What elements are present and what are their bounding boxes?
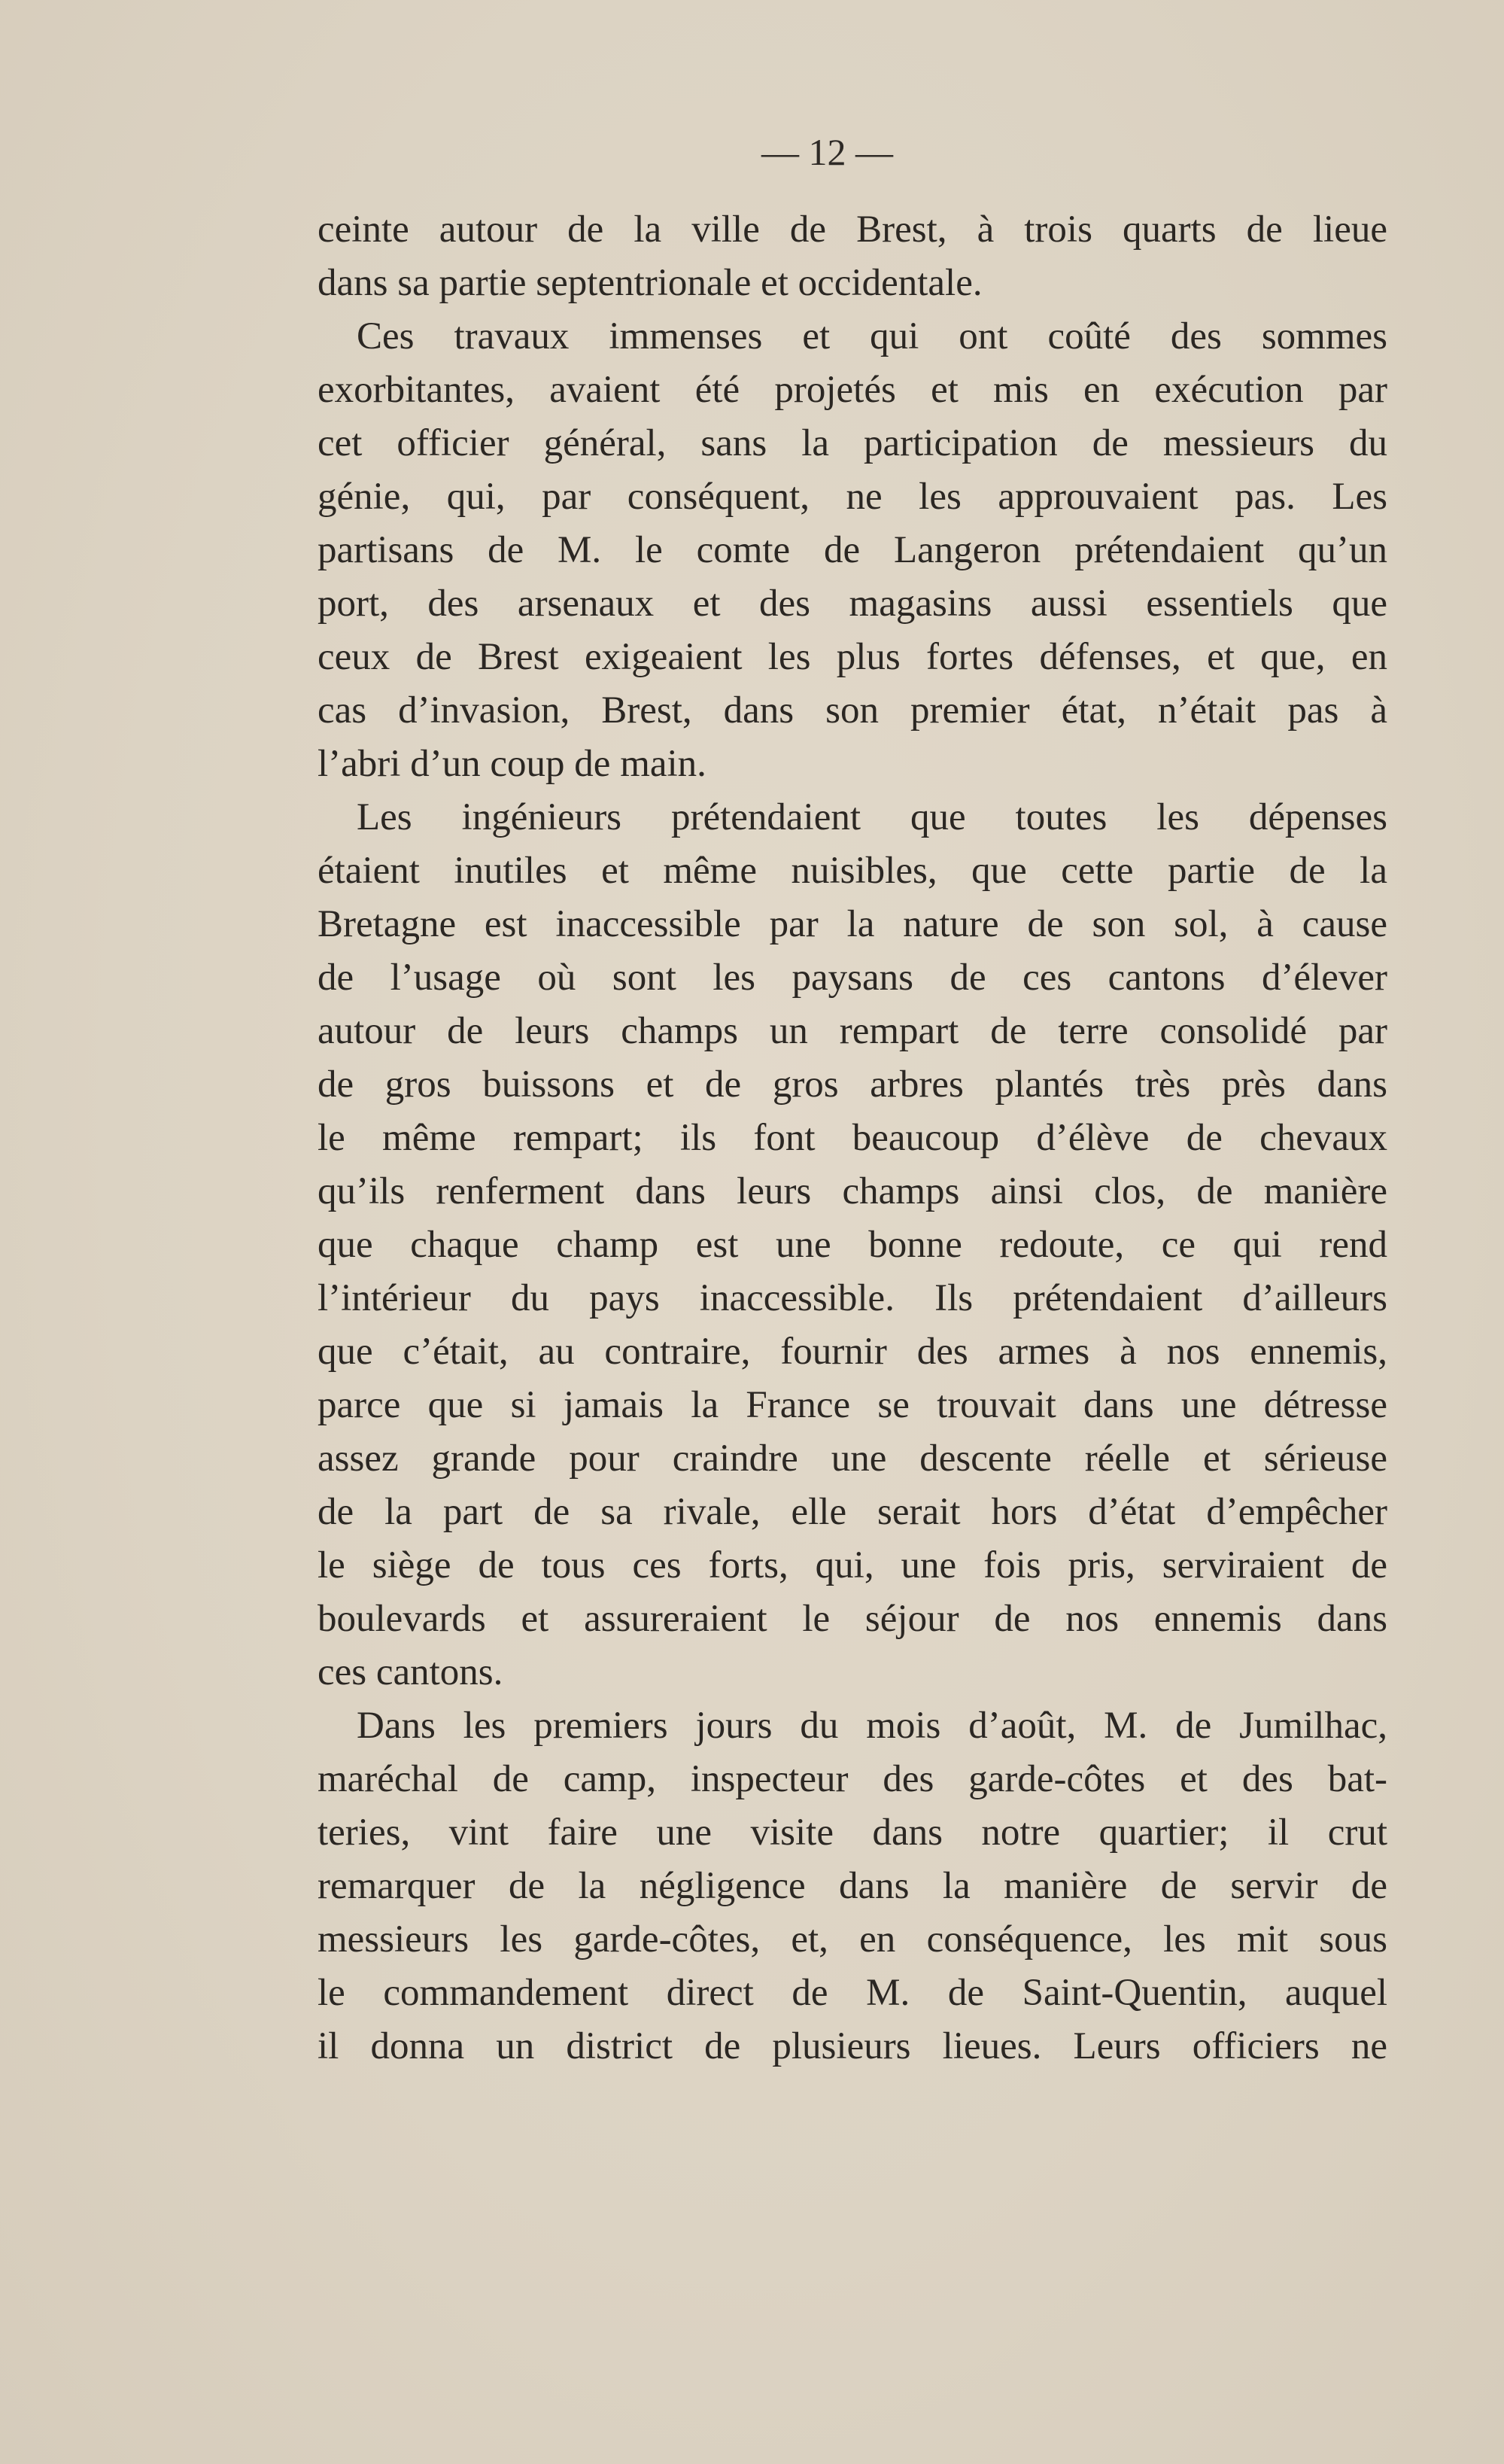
text-line: de la part de sa rivale, elle serait hors d’état d’empêcher (318, 1491, 1387, 1533)
body-text (318, 203, 1387, 2073)
text-line: assez grande pour craindre une descente réelle et sérieuse (318, 1437, 1387, 1480)
text-line: Les ingénieurs prétendaient que toutes les dépenses (357, 796, 1387, 838)
page-number: — 12 — (761, 131, 893, 173)
text-line: l’abri d’un coup de main. (318, 743, 706, 785)
text-line: le même rempart; ils font beaucoup d’élève de chevaux (318, 1117, 1387, 1159)
text-line: exorbitantes, avaient été projetés et mis en exécution par (318, 369, 1387, 411)
text-line: il donna un district de plusieurs lieues. Leurs officiers ne (318, 2025, 1387, 2067)
text-line: dans sa partie septentrionale et occidentale. (318, 262, 983, 304)
text-line: parce que si jamais la France se trouvait dans une détresse (318, 1384, 1387, 1426)
text-line: boulevards et assureraient le séjour de nos ennemis dans (318, 1598, 1387, 1640)
text-line: Bretagne est inaccessible par la nature de son sol, à cause (318, 903, 1387, 945)
text-line: partisans de M. le comte de Langeron prétendaient qu’un (318, 529, 1387, 571)
text-line: autour de leurs champs un rempart de terre consolidé par (318, 1010, 1387, 1052)
text-line: le commandement direct de M. de Saint-Quentin, auquel (318, 1972, 1387, 2014)
text-line: étaient inutiles et même nuisibles, que cette partie de la (318, 850, 1387, 892)
text-line: ceux de Brest exigeaient les plus fortes défenses, et que, en (318, 636, 1387, 678)
text-line: teries, vint faire une visite dans notre quartier; il crut (318, 1811, 1387, 1854)
text-line: génie, qui, par conséquent, ne les approuvaient pas. Les (318, 476, 1387, 518)
text-line: le siège de tous ces forts, qui, une fois pris, serviraient de (318, 1544, 1387, 1586)
text-line: que chaque champ est une bonne redoute, ce qui rend (318, 1224, 1387, 1266)
text-line: ces cantons. (318, 1651, 503, 1693)
text-line: ceinte autour de la ville de Brest, à trois quarts de lieue (318, 208, 1387, 251)
text-line: qu’ils renferment dans leurs champs ainsi clos, de manière (318, 1170, 1387, 1212)
text-line: cas d’invasion, Brest, dans son premier état, n’était pas à (318, 689, 1387, 732)
text-line: messieurs les garde-côtes, et, en conséquence, les mit sous (318, 1918, 1387, 1961)
text-line: maréchal de camp, inspecteur des garde-côtes et des bat- (318, 1758, 1387, 1800)
text-line: Dans les premiers jours du mois d’août, M. de Jumilhac, (357, 1705, 1387, 1747)
text-line: Ces travaux immenses et qui ont coûté des sommes (357, 315, 1387, 357)
text-line: remarquer de la négligence dans la manière de servir de (318, 1865, 1387, 1907)
text-line: que c’était, au contraire, fournir des armes à nos ennemis, (318, 1331, 1387, 1373)
text-line: port, des arsenaux et des magasins aussi essentiels que (318, 583, 1387, 625)
text-line: de gros buissons et de gros arbres plantés très près dans (318, 1063, 1387, 1106)
text-line: de l’usage où sont les paysans de ces cantons d’élever (318, 957, 1387, 999)
text-line: l’intérieur du pays inaccessible. Ils prétendaient d’ailleurs (318, 1277, 1387, 1319)
text-line: cet officier général, sans la participation de messieurs du (318, 422, 1387, 464)
